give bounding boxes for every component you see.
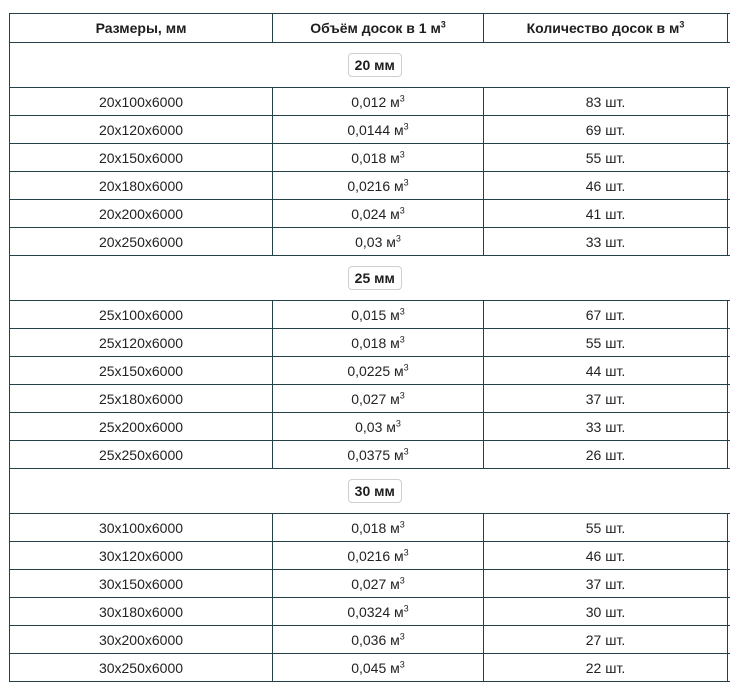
cubic-superscript: 3 <box>395 232 401 243</box>
cubic-superscript: 3 <box>403 361 409 372</box>
cubic-superscript: 3 <box>403 546 409 557</box>
table-row <box>10 144 730 172</box>
volume-value: 0,027 м <box>351 390 400 407</box>
table-row <box>10 441 730 469</box>
count-value: 55 шт. <box>585 519 626 536</box>
cell-size <box>10 413 273 441</box>
group-row <box>10 469 730 514</box>
size-value: 30х120х6000 <box>98 547 184 564</box>
cell-count <box>484 654 728 682</box>
size-value: 20х100х6000 <box>98 93 184 110</box>
count-value: 37 шт. <box>585 575 626 592</box>
count-value: 27 шт. <box>585 631 626 648</box>
table-row <box>10 200 730 228</box>
cell-size <box>10 514 273 542</box>
table-row <box>10 329 730 357</box>
group-thickness-label: 30 мм <box>348 479 402 503</box>
table-row <box>10 357 730 385</box>
cell-volume <box>273 116 484 144</box>
cell-size <box>10 654 273 682</box>
size-value: 25х100х6000 <box>98 306 184 323</box>
table-row <box>10 570 730 598</box>
size-value: 20х180х6000 <box>98 177 184 194</box>
volume-value: 0,0375 м <box>347 446 404 463</box>
cubic-superscript: 3 <box>399 630 405 641</box>
volume-value: 0,0216 м <box>347 547 404 564</box>
table-row <box>10 228 730 256</box>
count-value: 22 шт. <box>585 659 626 676</box>
cell-size <box>10 385 273 413</box>
cubic-superscript: 3 <box>399 658 405 669</box>
group-thickness-label: 20 мм <box>348 53 402 77</box>
group-thickness-label: 25 мм <box>348 266 402 290</box>
cell-count <box>484 88 728 116</box>
count-value: 33 шт. <box>585 418 626 435</box>
group-cell <box>10 256 730 301</box>
table-row <box>10 542 730 570</box>
cell-volume <box>273 200 484 228</box>
cubic-superscript: 3 <box>403 445 409 456</box>
cell-size <box>10 172 273 200</box>
cubic-superscript: 3 <box>399 148 405 159</box>
volume-value: 0,027 м <box>351 575 400 592</box>
cell-count <box>484 357 728 385</box>
count-value: 69 шт. <box>585 121 626 138</box>
count-value: 46 шт. <box>585 547 626 564</box>
cell-volume <box>273 329 484 357</box>
cell-size <box>10 88 273 116</box>
cell-volume <box>273 301 484 329</box>
cell-size <box>10 570 273 598</box>
volume-value: 0,0324 м <box>347 603 404 620</box>
volume-value: 0,018 м <box>351 149 400 166</box>
count-value: 33 шт. <box>585 233 626 250</box>
cell-volume <box>273 228 484 256</box>
cell-count <box>484 570 728 598</box>
table-row <box>10 654 730 682</box>
cell-count <box>484 626 728 654</box>
size-value: 20х200х6000 <box>98 205 184 222</box>
size-value: 20х150х6000 <box>98 149 184 166</box>
cell-size <box>10 301 273 329</box>
group-cell <box>10 469 730 514</box>
volume-value: 0,045 м <box>351 659 400 676</box>
cubic-superscript: 3 <box>403 602 409 613</box>
cell-count <box>484 514 728 542</box>
cell-volume <box>273 385 484 413</box>
volume-value: 0,0216 м <box>347 177 404 194</box>
cubic-superscript: 3 <box>399 305 405 316</box>
cell-size <box>10 116 273 144</box>
size-value: 30х180х6000 <box>98 603 184 620</box>
cell-size <box>10 357 273 385</box>
cell-count <box>484 172 728 200</box>
header-size: Размеры, мм <box>10 14 273 43</box>
cubic-superscript: 3 <box>399 333 405 344</box>
volume-value: 0,018 м <box>351 519 400 536</box>
cell-count <box>484 301 728 329</box>
volume-value: 0,015 м <box>351 306 400 323</box>
cubic-superscript: 3 <box>403 176 409 187</box>
size-value: 30х200х6000 <box>98 631 184 648</box>
group-cell <box>10 43 730 88</box>
cell-count <box>484 542 728 570</box>
cell-size <box>10 144 273 172</box>
cell-volume <box>273 88 484 116</box>
size-value: 30х100х6000 <box>98 519 184 536</box>
size-value: 30х150х6000 <box>98 575 184 592</box>
cell-volume <box>273 357 484 385</box>
cell-volume <box>273 598 484 626</box>
cell-volume <box>273 570 484 598</box>
count-value: 41 шт. <box>585 205 626 222</box>
table-header-row <box>10 14 730 43</box>
cubic-superscript: 3 <box>399 574 405 585</box>
table-row <box>10 172 730 200</box>
volume-value: 0,036 м <box>351 631 400 648</box>
cubic-superscript: 3 <box>403 120 409 131</box>
table-row <box>10 514 730 542</box>
table-row <box>10 116 730 144</box>
count-value: 26 шт. <box>585 446 626 463</box>
cell-count <box>484 413 728 441</box>
group-row <box>10 43 730 88</box>
volume-value: 0,03 м <box>355 418 396 435</box>
cell-size <box>10 228 273 256</box>
cell-count <box>484 385 728 413</box>
cell-size <box>10 626 273 654</box>
cell-count <box>484 598 728 626</box>
count-value: 55 шт. <box>585 149 626 166</box>
cell-size <box>10 598 273 626</box>
cell-count <box>484 116 728 144</box>
cell-size <box>10 441 273 469</box>
header-volume: Объём досок в 1 $м^3$ <box>273 14 484 43</box>
count-value: 30 шт. <box>585 603 626 620</box>
table-row <box>10 88 730 116</box>
volume-value: 0,012 м <box>351 93 400 110</box>
header-count: Количество досок в $м^3$ <box>484 14 728 43</box>
cell-size <box>10 200 273 228</box>
volume-value: 0,03 м <box>355 233 396 250</box>
table-row <box>10 385 730 413</box>
cell-volume <box>273 144 484 172</box>
count-value: 37 шт. <box>585 390 626 407</box>
count-value: 67 шт. <box>585 306 626 323</box>
size-value: 25х120х6000 <box>98 334 184 351</box>
board-volume-table-wrapper <box>9 13 730 682</box>
table-body <box>10 43 730 682</box>
cell-size <box>10 329 273 357</box>
cubic-superscript: 3 <box>395 417 401 428</box>
size-value: 20х120х6000 <box>98 121 184 138</box>
count-value: 44 шт. <box>585 362 626 379</box>
volume-value: 0,0144 м <box>347 121 404 138</box>
cell-count <box>484 441 728 469</box>
size-value: 25х250х6000 <box>98 446 184 463</box>
table-row <box>10 598 730 626</box>
size-value: 20х250х6000 <box>98 233 184 250</box>
cell-volume <box>273 654 484 682</box>
cubic-superscript: 3 <box>399 518 405 529</box>
cell-volume <box>273 441 484 469</box>
table-row <box>10 626 730 654</box>
cell-count <box>484 200 728 228</box>
cubic-superscript: 3 <box>399 389 405 400</box>
size-value: 25х150х6000 <box>98 362 184 379</box>
table-row <box>10 301 730 329</box>
cell-count <box>484 228 728 256</box>
cell-size <box>10 542 273 570</box>
cell-count <box>484 329 728 357</box>
cell-volume <box>273 514 484 542</box>
size-value: 25х180х6000 <box>98 390 184 407</box>
count-value: 46 шт. <box>585 177 626 194</box>
cell-volume <box>273 172 484 200</box>
cell-volume <box>273 542 484 570</box>
cell-volume <box>273 413 484 441</box>
size-value: 25х200х6000 <box>98 418 184 435</box>
cell-volume <box>273 626 484 654</box>
count-value: 83 шт. <box>585 93 626 110</box>
cubic-superscript: 3 <box>399 92 405 103</box>
volume-value: 0,0225 м <box>347 362 404 379</box>
group-row <box>10 256 730 301</box>
volume-value: 0,018 м <box>351 334 400 351</box>
cubic-superscript: 3 <box>399 204 405 215</box>
board-volume-table <box>9 13 730 682</box>
size-value: 30х250х6000 <box>98 659 184 676</box>
table-row <box>10 413 730 441</box>
volume-value: 0,024 м <box>351 205 400 222</box>
count-value: 55 шт. <box>585 334 626 351</box>
cell-count <box>484 144 728 172</box>
